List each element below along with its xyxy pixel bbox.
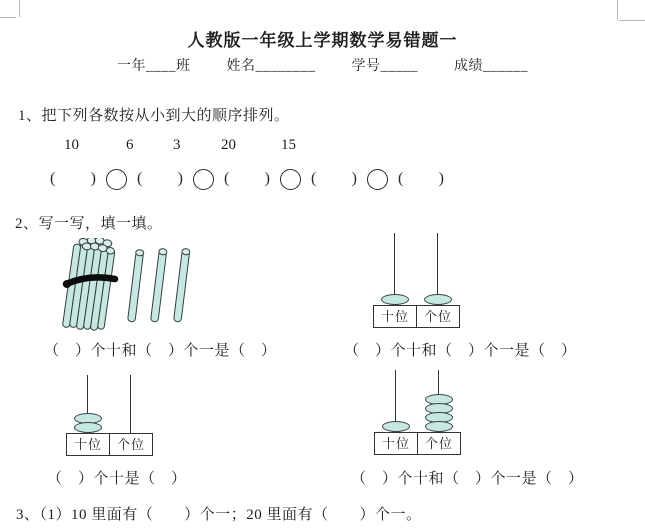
number-item: 10 — [64, 137, 79, 153]
ones-label: 个位 — [424, 436, 453, 451]
single-stick — [173, 248, 190, 322]
abacus-bead — [382, 421, 410, 432]
text-boundary-mark-top-left-h — [0, 17, 16, 18]
text-boundary-mark-top-right-v — [617, 0, 618, 20]
abacus-bead — [74, 422, 102, 433]
compare-circle — [193, 169, 214, 190]
single-stick — [150, 248, 167, 322]
ones-label: 个位 — [116, 437, 145, 452]
tens-label: 十位 — [67, 434, 110, 455]
score-blank: 成绩______ — [454, 59, 528, 74]
sticks-illustration — [55, 238, 205, 338]
ones-label: 个位 — [423, 309, 452, 324]
class-info-line — [0, 55, 645, 75]
fill-blank-line: （ ）个十是（ ） — [47, 471, 187, 487]
student-id-blank: 学号_____ — [351, 59, 418, 74]
single-stick — [127, 249, 144, 322]
place-value-box — [373, 305, 460, 328]
class-blank: 一年____班 — [117, 59, 191, 74]
abacus-tens-column — [66, 375, 109, 433]
fill-blank-line: （ ）个十和（ ）个一是（ ） — [351, 471, 584, 487]
text-boundary-mark-top-left-v — [19, 0, 20, 17]
abacus-rod — [130, 375, 132, 433]
abacus — [373, 233, 460, 328]
abacus — [66, 375, 153, 456]
fill-blank-line: （ ）个十和（ ）个一是（ ） — [344, 343, 577, 359]
answer-slot: ( ) — [311, 170, 357, 187]
fill-blank-line: （ ）个十和（ ）个一是（ ） — [44, 343, 277, 359]
abacus-bead — [425, 421, 453, 432]
abacus-bead — [381, 294, 409, 305]
number-item: 20 — [221, 137, 236, 153]
worksheet-title: 人教版一年级上学期数学易错题一 — [187, 31, 458, 50]
answer-slot: ( ) — [137, 170, 183, 187]
question-3-label: 3、（1）10 里面有（ ）个一；20 里面有（ ）个一。 — [16, 507, 422, 523]
abacus-tens-column — [373, 233, 416, 305]
bundle-band-knot — [63, 280, 71, 288]
abacus-ones-column — [417, 370, 460, 432]
number-item: 15 — [281, 137, 296, 153]
tens-label: 十位 — [375, 433, 418, 454]
place-value-box — [66, 433, 153, 456]
text-boundary-mark-top-right-h — [619, 20, 645, 21]
question-1-label: 1、把下列各数按从小到大的顺序排列。 — [18, 108, 290, 124]
answer-slot: ( ) — [398, 170, 444, 187]
place-value-box — [374, 432, 461, 455]
compare-circle — [106, 169, 127, 190]
abacus-ones-column — [416, 233, 459, 305]
compare-circle — [367, 169, 388, 190]
abacus-bead — [424, 294, 452, 305]
answer-slot: ( ) — [50, 170, 96, 187]
number-item: 3 — [173, 137, 181, 153]
abacus-ones-column — [109, 375, 152, 433]
compare-circle — [280, 169, 301, 190]
question-2-label: 2、写一写，填一填。 — [15, 216, 163, 232]
ordering-answer-row — [50, 166, 444, 192]
tens-label: 十位 — [374, 306, 417, 327]
abacus — [374, 370, 461, 455]
name-blank: 姓名________ — [226, 59, 316, 74]
answer-slot: ( ) — [224, 170, 270, 187]
number-item: 6 — [126, 137, 134, 153]
abacus-tens-column — [374, 370, 417, 432]
